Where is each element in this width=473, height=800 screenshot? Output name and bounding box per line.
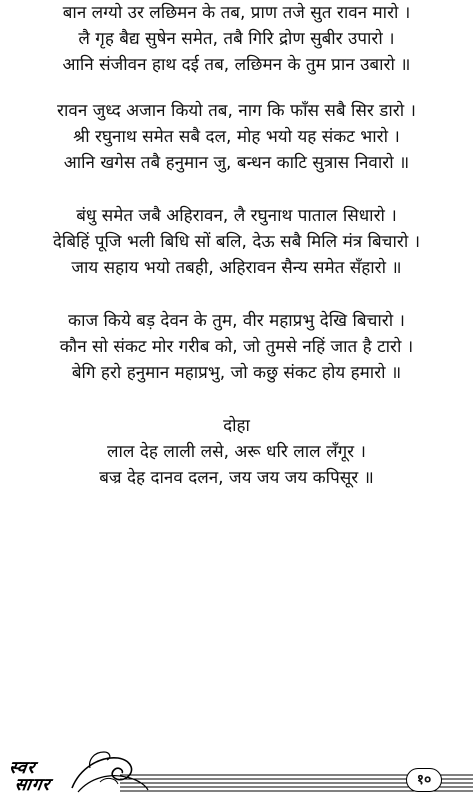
verse-line: लै गृह बैद्य सुषेन समेत, तबै गिरि द्रोण सुबीर उपारो । — [78, 29, 395, 49]
verse-line: कौन सो संकट मोर गरीब को, जो तुमसे नहिं जात है टारो । — [59, 337, 414, 357]
verse-line: श्री रघुनाथ समेत सबै दल, मोह भयो यह संकट भारो । — [73, 127, 400, 147]
swirl-ornament-icon — [60, 748, 150, 796]
verse-line: काज किये बड़ देवन के तुम, वीर महाप्रभु देखि बिचारो । — [68, 311, 405, 331]
doha-line: बज्र देह दानव दलन, जय जय जय कपिसूर ॥ — [99, 468, 374, 488]
doha-line: लाल देह लाली लसे, अरू धरि लाल लँगूर । — [107, 442, 366, 462]
brand-line-2: सागर — [13, 775, 52, 795]
verse-line: बेगि हरो हनुमान महाप्रभु, जो कछु संकट होय हमारो ॥ — [71, 363, 402, 383]
verse-3 — [0, 203, 473, 281]
doha-title: दोहा — [223, 416, 250, 436]
brand-line-1: स्वर — [7, 758, 37, 778]
verse-1 — [0, 0, 473, 78]
verse-line: आनि खगेस तबै हनुमान जु, बन्धन काटि सुत्रास निवारो ॥ — [63, 153, 410, 173]
verse-line: रावन जुध्द अजान कियो तब, नाग कि फाँस सबै सिर डारो । — [57, 101, 416, 121]
page-footer — [0, 748, 473, 800]
verse-4 — [0, 308, 473, 386]
verse-line: बान लग्यो उर लछिमन के तब, प्राण तजे सुत रावन मारो । — [62, 3, 411, 23]
page-number: १० — [406, 768, 442, 792]
verse-line: देबिहिं पूजि भली बिधि सों बलि, देऊ सबै मिलि मंत्र बिचारो । — [52, 232, 421, 252]
brand-logo — [6, 760, 54, 794]
verse-line: जाय सहाय भयो तबही, अहिरावन सैन्य समेत सँहारो ॥ — [71, 258, 402, 278]
doha-section — [0, 413, 473, 491]
verse-line: बंधु समेत जबै अहिरावन, लै रघुनाथ पाताल सिधारो । — [76, 206, 397, 226]
verse-2 — [0, 98, 473, 176]
verse-line: आनि संजीवन हाथ दई तब, लछिमन के तुम प्रान उबारो ॥ — [62, 55, 411, 75]
